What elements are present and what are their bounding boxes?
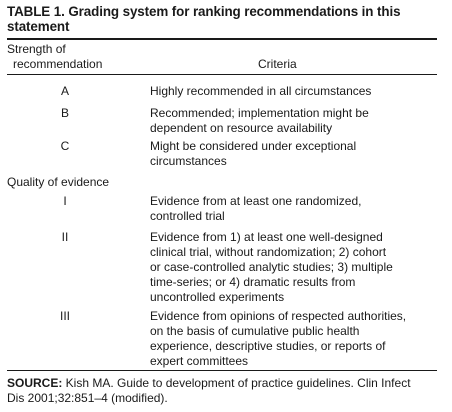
table-title (7, 4, 447, 34)
criteria-i: Evidence from at least one randomized, controlled trial (150, 194, 362, 223)
header-strength-line2: recommendation (13, 57, 103, 71)
header-criteria: Criteria (258, 57, 297, 71)
title-rule (7, 38, 437, 40)
table-title-line2: statement (7, 19, 70, 34)
header-strength-line1: Strength of (7, 42, 66, 56)
header-strength (7, 42, 137, 72)
grade-a: A (60, 84, 69, 98)
criteria-iii: Evidence from opinions of respected authorities, on the basis of cumulative public health experience, descriptive studies, or reports of expert committees (150, 309, 407, 368)
criteria-b: Recommended; implementation might be dependent on resource availability (150, 106, 369, 135)
criteria-c: Might be considered under exceptional circumstances (150, 139, 357, 168)
criteria-ii: Evidence from 1) at least one well-designed clinical trial, without randomization; 2) cohort or case-controlled analytic studies; 3) multiple time-series; or 4) dramatic results from uncontrolled experiments (150, 230, 393, 304)
source-text: Kish MA. Guide to development of practice guidelines. Clin Infect Dis 2001;32:851–4 (modified). (7, 376, 411, 405)
criteria-a: Highly recommended in all circumstances (150, 84, 372, 98)
grade-b: B (60, 106, 69, 120)
source-label: SOURCE: (7, 376, 63, 390)
grade-i: I (63, 194, 67, 208)
quality-section-label: Quality of evidence (7, 175, 110, 189)
table-title-line1: TABLE 1. Grading system for ranking recommendations in this (7, 4, 401, 19)
source-note (7, 376, 447, 406)
footer-rule (7, 370, 437, 371)
grade-ii: II (61, 230, 69, 244)
grade-iii: III (59, 309, 70, 323)
header-rule (7, 74, 437, 75)
grade-c: C (60, 139, 70, 153)
